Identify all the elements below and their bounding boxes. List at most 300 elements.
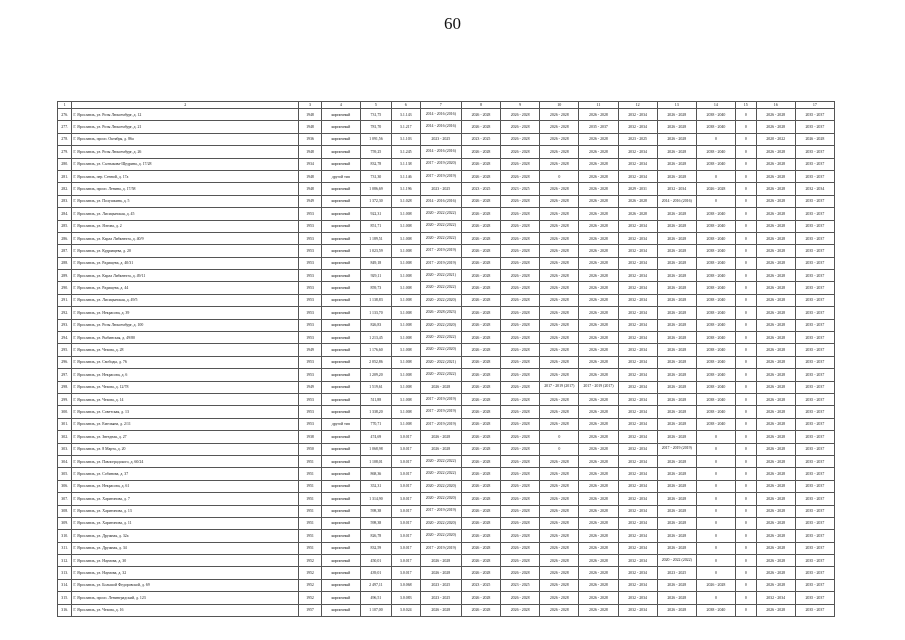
table-cell: 287. [58, 245, 72, 257]
table-cell: 2026 - 2028 [461, 604, 500, 616]
table-cell: 2026 - 2028 [461, 109, 500, 121]
table-cell: 0 [736, 381, 757, 393]
table-cell: 2017 - 2019 (2019) [420, 170, 461, 182]
table-cell: 2026 - 2028 [461, 455, 500, 467]
table-cell: 1953 [299, 220, 322, 232]
table-cell: 1 023,59 [360, 245, 391, 257]
table-cell: 2026 - 2028 [657, 579, 696, 591]
table-cell: 2026 - 2028 [579, 542, 618, 554]
table-cell: 2026 - 2028 [540, 294, 579, 306]
table-cell: 2026 - 2028 [657, 493, 696, 505]
table-cell: 2026 - 2028 [540, 133, 579, 145]
table-cell: 2029 - 2031 [618, 183, 657, 195]
table-cell: 2026 - 2028 [461, 592, 500, 604]
table-cell: 2038 - 2040 [696, 332, 735, 344]
table-cell: 2026 - 2028 [579, 208, 618, 220]
table-cell: 2038 - 2040 [696, 369, 735, 381]
table-cell: 2026 - 2028 [501, 307, 540, 319]
table-cell: 2026 - 2028 [657, 356, 696, 368]
table-cell: 2038 - 2040 [696, 158, 735, 170]
table-cell: другой тип [321, 170, 360, 182]
table-cell: 2026 - 2028 [657, 220, 696, 232]
table-cell: 2026 - 2028 [540, 505, 579, 517]
table-cell: 3.0.024 [391, 604, 420, 616]
table-cell: 1952 [299, 592, 322, 604]
table-cell: 2026 - 2028 [461, 517, 500, 529]
table-cell: 0 [540, 431, 579, 443]
table-cell: 2026 - 2028 [501, 493, 540, 505]
table-cell: 2026 - 2028 [756, 294, 795, 306]
table-cell: 2038 - 2040 [696, 220, 735, 232]
table-cell: 2020 - 2022 [756, 133, 795, 145]
table-cell: 2026 - 2028 [540, 455, 579, 467]
table-cell: 2026 - 2028 [461, 232, 500, 244]
table-row [58, 232, 835, 244]
table-cell: 2026 - 2028 [461, 493, 500, 505]
table-cell: 2026 - 2028 [579, 356, 618, 368]
table-cell: 0 [736, 443, 757, 455]
table-cell: 0 [736, 480, 757, 492]
address-cell: Г. Ярославль, ул. Чехова, д. 16 [72, 604, 299, 616]
table-cell: 1952 [299, 567, 322, 579]
table-cell: 2035 - 2037 [795, 257, 834, 269]
table-cell: 2035 - 2037 [795, 555, 834, 567]
table-cell: 2026 - 2028 [756, 468, 795, 480]
table-cell: 305. [58, 468, 72, 480]
table-cell: 1 209,20 [360, 369, 391, 381]
table-cell: 2035 - 2037 [579, 121, 618, 133]
table-cell: 311. [58, 542, 72, 554]
table-cell: кирпичный [321, 257, 360, 269]
table-cell: 2020 - 2022 (2022) [420, 282, 461, 294]
table-cell: 316. [58, 604, 72, 616]
table-cell: 2026 - 2028 [540, 282, 579, 294]
address-cell: Г. Ярославль, просп. Ленина, д. 17/58 [72, 183, 299, 195]
table-cell: 2026 - 2028 [756, 443, 795, 455]
table-cell: 2026 - 2028 [696, 579, 735, 591]
table-cell: 2035 - 2037 [795, 406, 834, 418]
table-cell: 2026 - 2028 [540, 183, 579, 195]
table-cell: 2026 - 2028 [657, 381, 696, 393]
table-row [58, 505, 835, 517]
table-cell: 2026 - 2028 [461, 406, 500, 418]
table-cell: 3.1.008 [391, 282, 420, 294]
table-cell: 2026 - 2028 [579, 170, 618, 182]
table-cell: 2035 - 2037 [795, 493, 834, 505]
table-cell: другой тип [321, 418, 360, 430]
table-cell: 3.0.017 [391, 493, 420, 505]
table-cell: 2035 - 2037 [795, 344, 834, 356]
table-cell: 2017 - 2019 (2019) [657, 443, 696, 455]
table-cell: 2026 - 2028 [657, 294, 696, 306]
address-cell: Г. Ярославль, ул. Некрасова, д. 61 [72, 480, 299, 492]
table-cell: 2026 - 2028 [501, 505, 540, 517]
table-cell: 1948 [299, 121, 322, 133]
table-cell: 2026 - 2028 [461, 431, 500, 443]
table-cell: 2026 - 2028 (2023) [420, 307, 461, 319]
table-cell: 2026 - 2028 [756, 257, 795, 269]
address-cell: Г. Ярославль, просп. Октября, д. 86а [72, 133, 299, 145]
table-cell: 2035 - 2037 [795, 369, 834, 381]
table-cell: 2026 - 2028 [540, 579, 579, 591]
table-cell: 2026 - 2028 [657, 530, 696, 542]
table-cell: 2032 - 2034 [756, 592, 795, 604]
table-cell: 2032 - 2034 [618, 307, 657, 319]
table-cell: 2032 - 2034 [618, 282, 657, 294]
table-cell: 2017 - 2019 (2017) [540, 381, 579, 393]
table-cell: 2026 - 2028 [756, 344, 795, 356]
table-cell: 2032 - 2034 [618, 542, 657, 554]
table-cell: 2026 - 2028 [461, 530, 500, 542]
table-cell: 2032 - 2034 [618, 109, 657, 121]
table-cell: кирпичный [321, 121, 360, 133]
table-cell: 2026 - 2028 [756, 183, 795, 195]
table-cell: 1951 [299, 542, 322, 554]
table-cell: 511,88 [360, 393, 391, 405]
table-cell: 2014 - 2016 (2016) [420, 121, 461, 133]
table-cell: 2035 - 2037 [795, 567, 834, 579]
table-cell: 3.0.068 [391, 579, 420, 591]
table-cell: 3.0.017 [391, 431, 420, 443]
table-row [58, 381, 835, 393]
table-cell: 2026 - 2028 [579, 220, 618, 232]
table-cell: 2017 - 2019 (2019) [420, 245, 461, 257]
table-cell: 0 [736, 121, 757, 133]
table-cell: 2026 - 2028 [756, 270, 795, 282]
table-cell: 2026 - 2028 [501, 567, 540, 579]
table-cell: 2038 - 2040 [696, 208, 735, 220]
column-header: 6 [391, 102, 420, 109]
table-cell: 868,36 [360, 468, 391, 480]
table-cell: 2026 - 2028 [579, 294, 618, 306]
table-cell: кирпичный [321, 356, 360, 368]
table-cell: 3.1.028 [391, 195, 420, 207]
table-cell: 2032 - 2034 [618, 158, 657, 170]
table-cell: кирпичный [321, 468, 360, 480]
table-cell: 2038 - 2040 [696, 270, 735, 282]
table-cell: 0 [736, 245, 757, 257]
table-cell: 2038 - 2040 [696, 319, 735, 331]
table-cell: 315. [58, 592, 72, 604]
table-cell: 2035 - 2037 [795, 109, 834, 121]
table-cell: 2026 - 2028 [501, 542, 540, 554]
table-cell: 2026 - 2028 [501, 393, 540, 405]
table-cell: 2017 - 2019 (2019) [420, 505, 461, 517]
table-cell: 2026 - 2028 [579, 505, 618, 517]
table-cell: 2026 - 2028 [501, 332, 540, 344]
table-cell: 2026 - 2028 [756, 170, 795, 182]
table-cell: 2017 - 2019 (2020) [420, 158, 461, 170]
table-cell: 2038 - 2040 [696, 344, 735, 356]
table-cell: 1 372,30 [360, 195, 391, 207]
table-cell: 2026 - 2028 [461, 319, 500, 331]
column-header: 9 [501, 102, 540, 109]
column-header: 4 [321, 102, 360, 109]
table-cell: 2026 - 2028 [756, 480, 795, 492]
table-cell: 2026 - 2028 [657, 319, 696, 331]
address-cell: Г. Ярославль, ул. Советская, д. 13 [72, 406, 299, 418]
table-cell: 0 [736, 282, 757, 294]
table-cell: 2023 - 2025 [420, 183, 461, 195]
table-cell: 2026 - 2028 [579, 332, 618, 344]
table-cell: 2020 - 2022 (2022) [420, 208, 461, 220]
table-row [58, 257, 835, 269]
table-row [58, 356, 835, 368]
table-cell: 2026 - 2028 [579, 133, 618, 145]
table-cell: 2026 - 2028 [657, 133, 696, 145]
table-row [58, 468, 835, 480]
table-cell: 2026 - 2028 [540, 195, 579, 207]
table-cell: кирпичный [321, 195, 360, 207]
table-cell: 2038 - 2040 [696, 418, 735, 430]
table-cell: 1953 [299, 406, 322, 418]
table-cell: 2026 - 2028 [579, 517, 618, 529]
table-cell: 2026 - 2028 [756, 319, 795, 331]
table-cell: 3.1.008 [391, 232, 420, 244]
table-cell: 299. [58, 393, 72, 405]
table-cell: 3.1.008 [391, 270, 420, 282]
table-cell: 826,83 [360, 319, 391, 331]
table-cell: 2032 - 2034 [795, 183, 834, 195]
table-cell: 282. [58, 183, 72, 195]
table-cell: 2035 - 2037 [795, 592, 834, 604]
table-cell: 2035 - 2037 [795, 195, 834, 207]
table-cell: 2026 - 2028 [579, 406, 618, 418]
table-cell: 2026 - 2028 [756, 332, 795, 344]
table-cell: 0 [736, 393, 757, 405]
address-cell: Г. Ярославль, ул. Карла Либкнехта, д. 49/11 [72, 270, 299, 282]
table-cell: 2026 - 2028 [501, 208, 540, 220]
table-cell: 2035 - 2037 [795, 294, 834, 306]
table-cell: 2026 - 2028 [501, 455, 540, 467]
table-cell: 0 [696, 567, 735, 579]
table-cell: 439,01 [360, 567, 391, 579]
table-cell: кирпичный [321, 158, 360, 170]
table-cell: 2026 - 2028 [461, 356, 500, 368]
table-cell: 290. [58, 282, 72, 294]
table-cell: 2020 - 2022 (2020) [420, 517, 461, 529]
table-cell: 2035 - 2037 [795, 517, 834, 529]
table-row [58, 270, 835, 282]
table-cell: 2017 - 2019 (2019) [420, 542, 461, 554]
table-cell: 2026 - 2028 [501, 158, 540, 170]
table-cell: кирпичный [321, 369, 360, 381]
address-cell: Г. Ярославль, ул. Звездная, д. 27 [72, 431, 299, 443]
table-cell: кирпичный [321, 431, 360, 443]
table-row [58, 307, 835, 319]
table-cell: 2023 - 2025 [461, 133, 500, 145]
table-cell: 2026 - 2028 [540, 530, 579, 542]
column-header: 1 [58, 102, 72, 109]
address-cell: Г. Ярославль, ул. Радищева, д. 40/31 [72, 257, 299, 269]
table-cell: 2026 - 2028 [420, 604, 461, 616]
column-header: 13 [657, 102, 696, 109]
table-cell: 2032 - 2034 [618, 406, 657, 418]
table-row [58, 146, 835, 158]
table-cell: 2026 - 2028 [657, 270, 696, 282]
table-cell: 2026 - 2028 [420, 381, 461, 393]
table-cell: 2026 - 2028 [579, 307, 618, 319]
table-cell: 2017 - 2019 (2019) [420, 418, 461, 430]
table-cell: 598,38 [360, 505, 391, 517]
table-row [58, 294, 835, 306]
table-cell: 0 [736, 270, 757, 282]
table-cell: 1 314,90 [360, 493, 391, 505]
table-cell: 2026 - 2028 [756, 356, 795, 368]
table-cell: 2026 - 2028 [420, 431, 461, 443]
table-cell: 312. [58, 555, 72, 567]
table-cell: 2026 - 2028 [461, 195, 500, 207]
table-cell: 770,71 [360, 418, 391, 430]
table-cell: 2026 - 2028 [501, 418, 540, 430]
table-cell: 0 [696, 517, 735, 529]
table-cell: 302. [58, 431, 72, 443]
table-cell: 284. [58, 208, 72, 220]
table-cell: 2026 - 2028 [756, 418, 795, 430]
table-cell: 2026 - 2028 [501, 195, 540, 207]
table-cell: кирпичный [321, 381, 360, 393]
table-cell: 3.0.017 [391, 480, 420, 492]
table-cell: 2026 - 2028 [579, 257, 618, 269]
table-cell: 2026 - 2028 [696, 183, 735, 195]
table-cell: 2023 - 2025 [420, 133, 461, 145]
table-cell: 2026 - 2028 [657, 455, 696, 467]
table-cell: 2032 - 2034 [618, 369, 657, 381]
column-header: 12 [618, 102, 657, 109]
table-cell: 2017 - 2019 (2017) [579, 381, 618, 393]
table-cell: 297. [58, 369, 72, 381]
table-cell: 0 [736, 418, 757, 430]
table-row [58, 158, 835, 170]
table-cell: 2026 - 2028 [540, 542, 579, 554]
table-cell: 2032 - 2034 [618, 257, 657, 269]
table-cell: 2035 - 2037 [795, 604, 834, 616]
table-cell: 2026 - 2028 [461, 443, 500, 455]
table-cell: 1953 [299, 393, 322, 405]
table-cell: 2032 - 2034 [618, 232, 657, 244]
table-cell: 2026 - 2028 [461, 121, 500, 133]
table-row [58, 220, 835, 232]
table-cell: 0 [736, 542, 757, 554]
table-row [58, 406, 835, 418]
table-cell: 1 091,56 [360, 133, 391, 145]
table-cell: 2026 - 2028 [540, 146, 579, 158]
table-cell: 1949 [299, 344, 322, 356]
table-cell: 3.1.008 [391, 319, 420, 331]
table-cell: кирпичный [321, 208, 360, 220]
table-cell: 859,73 [360, 282, 391, 294]
table-cell: 2026 - 2028 [540, 406, 579, 418]
table-cell: 598,38 [360, 517, 391, 529]
table-cell: 3.0.017 [391, 567, 420, 579]
table-cell: 2026 - 2028 [657, 480, 696, 492]
table-cell: 2026 - 2028 [540, 319, 579, 331]
table-cell: 2026 - 2028 [540, 468, 579, 480]
table-cell: 2032 - 2034 [618, 443, 657, 455]
table-cell: 2026 - 2028 [657, 505, 696, 517]
table-row [58, 455, 835, 467]
table-cell: 2017 - 2019 (2019) [420, 393, 461, 405]
table-cell: 2035 - 2037 [795, 319, 834, 331]
table-cell: 2038 - 2040 [696, 257, 735, 269]
table-cell: 2026 - 2028 [756, 604, 795, 616]
table-cell: 352,31 [360, 480, 391, 492]
table-cell: кирпичный [321, 579, 360, 591]
table-cell: 2032 - 2034 [618, 146, 657, 158]
table-cell: 2026 - 2028 [579, 431, 618, 443]
table-cell: 731,30 [360, 170, 391, 182]
table-cell: 310. [58, 530, 72, 542]
table-cell: 2026 - 2028 [501, 220, 540, 232]
table-cell: 759,25 [360, 146, 391, 158]
table-cell: 2026 - 2028 [540, 344, 579, 356]
table-cell: 2026 - 2028 [657, 257, 696, 269]
table-cell: 2026 - 2028 [657, 332, 696, 344]
table-cell: 3.0.017 [391, 455, 420, 467]
table-cell: 291. [58, 294, 72, 306]
table-cell: 2026 - 2028 [579, 393, 618, 405]
table-cell: 0 [696, 542, 735, 554]
table-cell: 2032 - 2034 [618, 592, 657, 604]
table-cell: 2035 - 2037 [795, 381, 834, 393]
table-cell: 0 [696, 480, 735, 492]
table-cell: 2020 - 2022 (2022) [420, 220, 461, 232]
table-cell: 2026 - 2028 [420, 567, 461, 579]
table-cell: 2026 - 2028 [756, 455, 795, 467]
table-cell: 2035 - 2037 [795, 307, 834, 319]
table-cell: 1 189,51 [360, 232, 391, 244]
table-cell: 2032 - 2034 [618, 245, 657, 257]
table-cell: 2014 - 2016 (2016) [420, 109, 461, 121]
table-cell: 285. [58, 220, 72, 232]
table-cell: 2026 - 2028 [461, 307, 500, 319]
table-cell: 3.1.008 [391, 208, 420, 220]
table-cell: 2032 - 2034 [618, 319, 657, 331]
table-cell: 1953 [299, 369, 322, 381]
page-number: 60 [444, 14, 461, 33]
table-cell: 2026 - 2028 [461, 257, 500, 269]
table-cell: 2026 - 2028 [540, 567, 579, 579]
table-cell: кирпичный [321, 406, 360, 418]
table-cell: 2026 - 2028 [657, 542, 696, 554]
table-cell: кирпичный [321, 183, 360, 195]
table-row [58, 592, 835, 604]
table-cell: кирпичный [321, 555, 360, 567]
table-cell: 2026 - 2028 [756, 493, 795, 505]
address-cell: Г. Ярославль, ул. Радищева, д. 44 [72, 282, 299, 294]
table-cell: 301. [58, 418, 72, 430]
table-cell: 2032 - 2034 [618, 604, 657, 616]
table-cell: кирпичный [321, 133, 360, 145]
table-cell: 2032 - 2034 [618, 393, 657, 405]
table-cell: 1953 [299, 307, 322, 319]
table-cell: 2026 - 2028 [540, 220, 579, 232]
table-row [58, 542, 835, 554]
address-cell: Г. Ярославль, просп. Ленинградский, д. 123 [72, 592, 299, 604]
table-cell: 2026 - 2028 [756, 158, 795, 170]
table-cell: 0 [736, 208, 757, 220]
table-cell: 2026 - 2028 [657, 170, 696, 182]
table-cell: 1953 [299, 319, 322, 331]
table-cell: 0 [736, 344, 757, 356]
table-row [58, 121, 835, 133]
table-cell: 286. [58, 232, 72, 244]
table-cell: 2032 - 2034 [618, 567, 657, 579]
table-cell: 2026 - 2028 [461, 294, 500, 306]
table-cell: 2032 - 2034 [618, 381, 657, 393]
table-cell: 0 [736, 109, 757, 121]
table-cell: 3.1.008 [391, 406, 420, 418]
